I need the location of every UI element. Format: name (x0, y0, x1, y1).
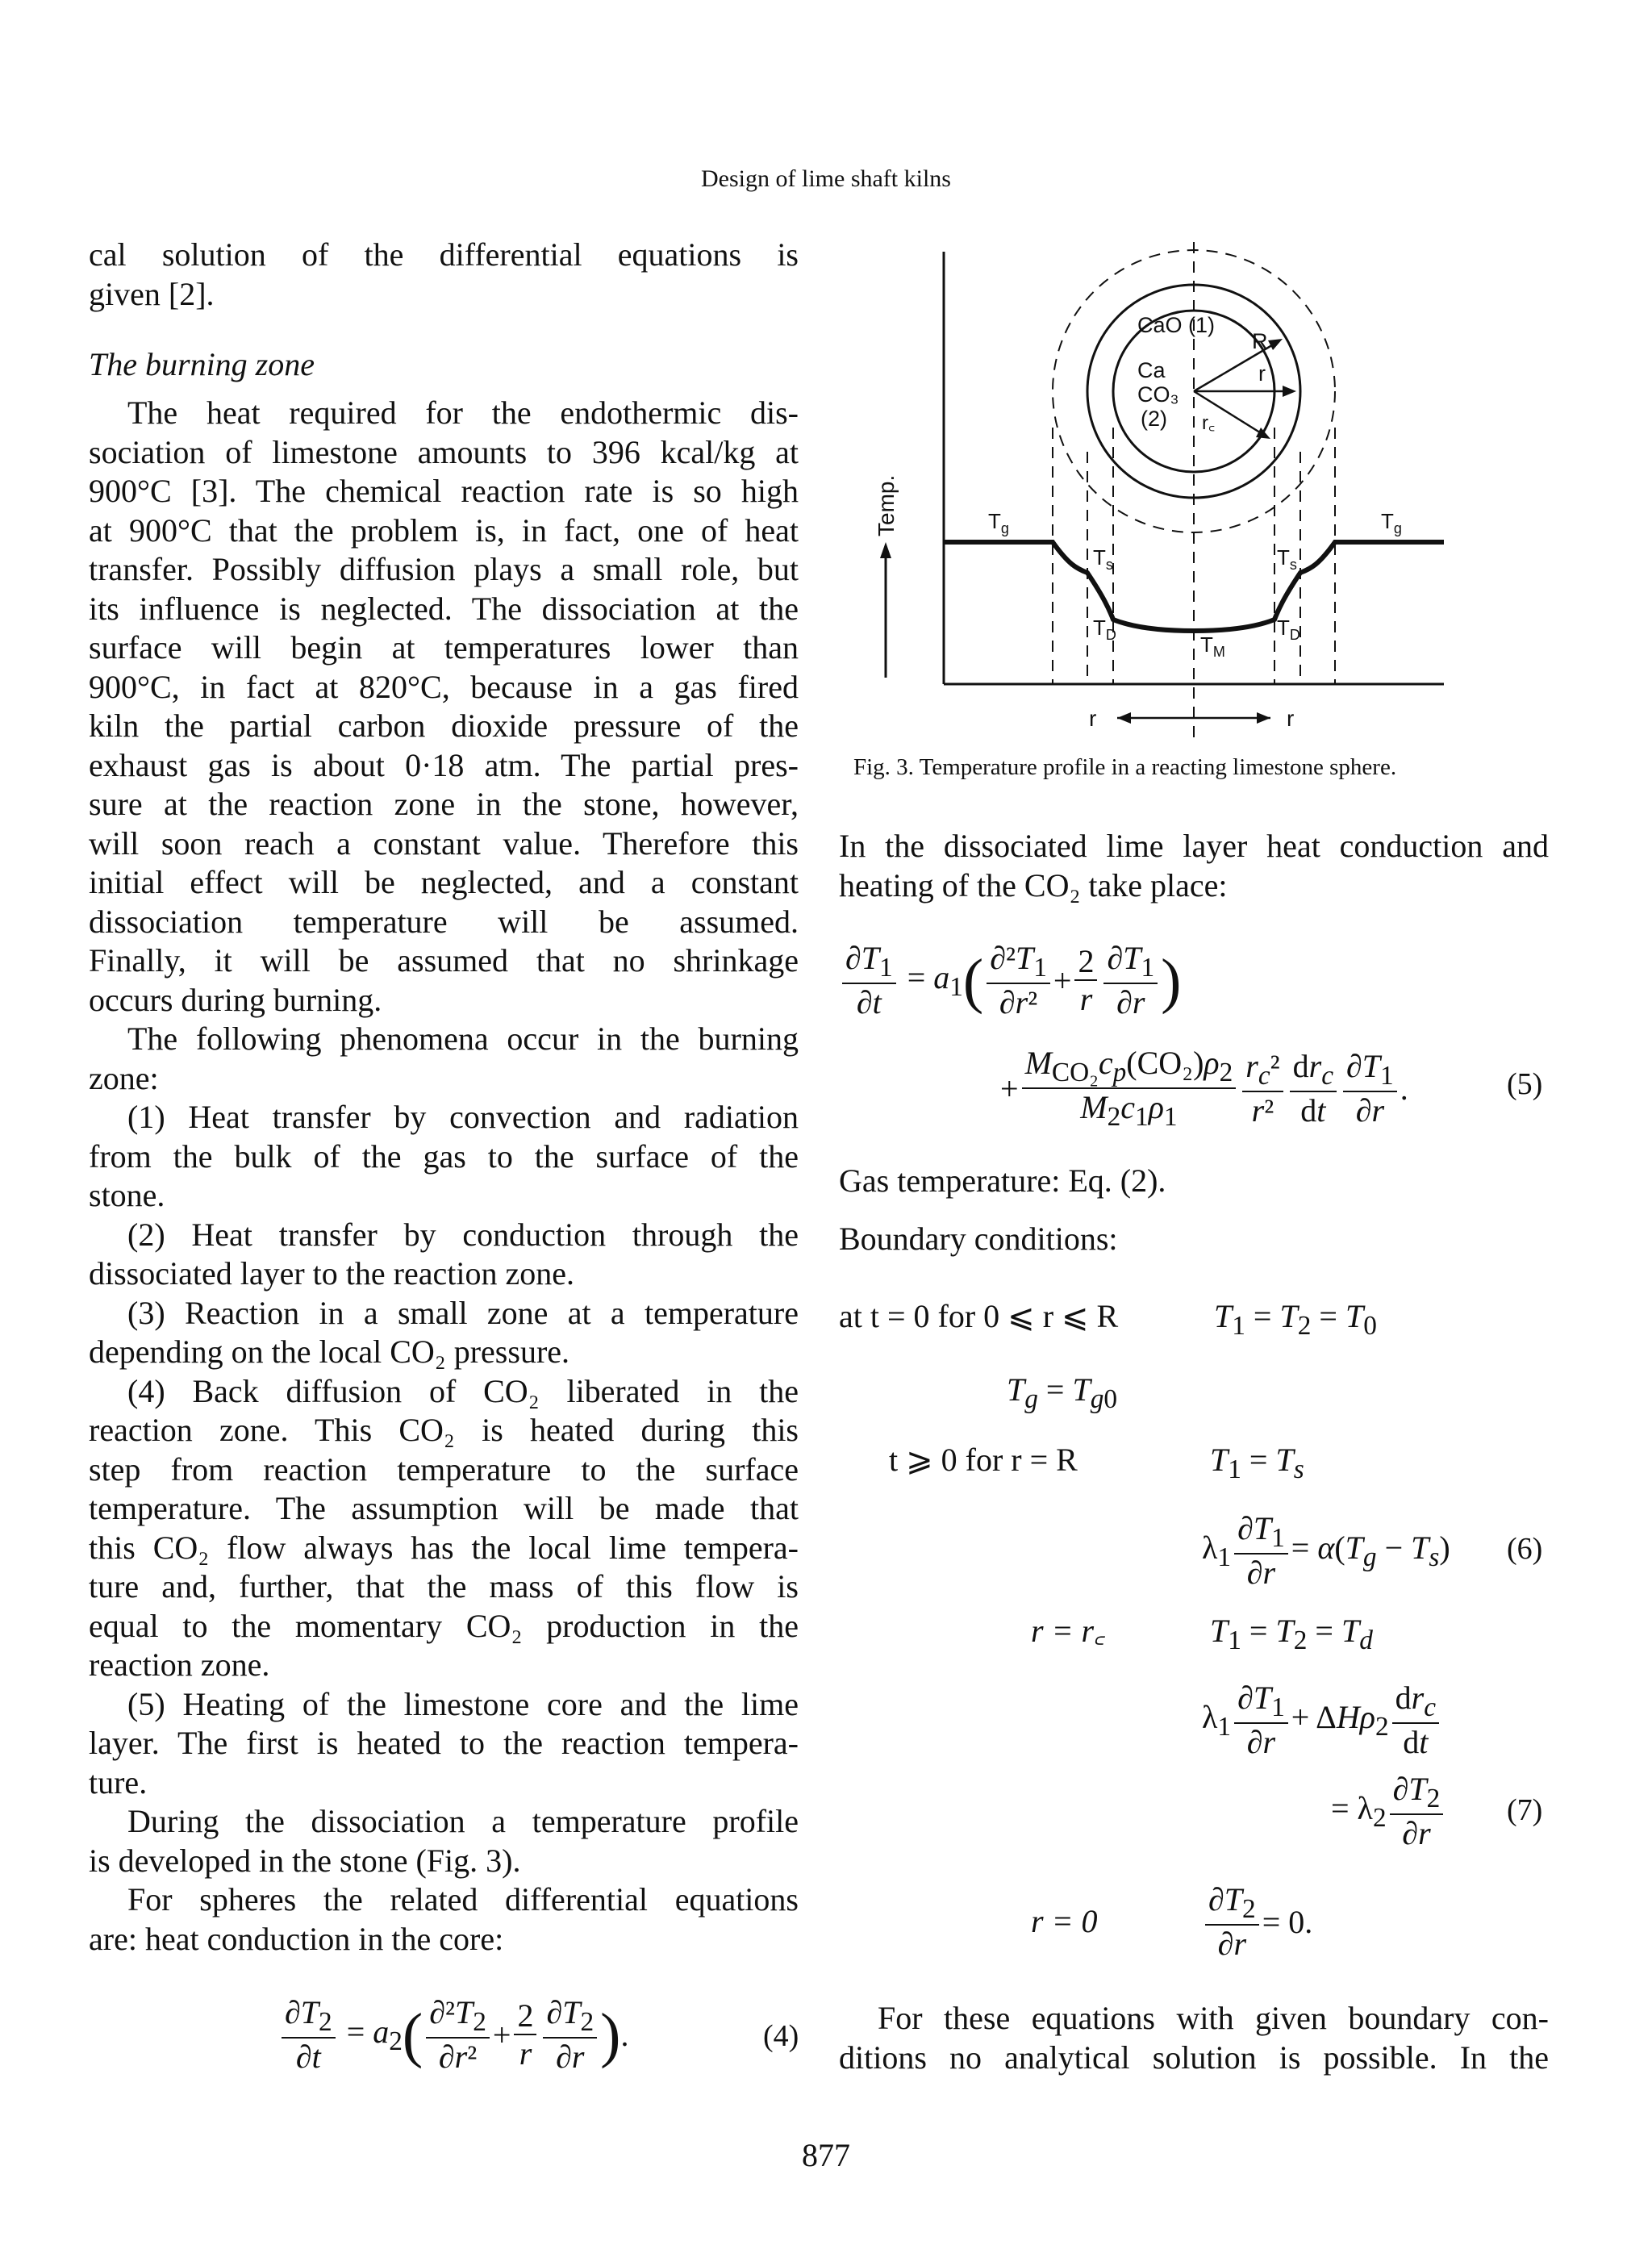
text-line: occurs during burning. (89, 981, 382, 1018)
boundary-conditions-label: Boundary conditions: (839, 1221, 1118, 1257)
text-line: For these equations with given boundary con- (878, 2000, 1549, 2036)
text-line: For spheres the related differential equations (127, 1881, 799, 1918)
label-tm: $T_M$ (1200, 632, 1225, 660)
equation-7-line1: $\lambda_1$ $\frac{\partial T_1}{\partial r}$ + ΔHρ$_2$ $\frac{dr_c}{dt}$ (1202, 1682, 1442, 1759)
equation-6: $\lambda_1$ $\frac{\partial T_1}{\partial r}$ = $\alpha(T_g - T_s)$ (1202, 1510, 1450, 1592)
equation-5-line1: $\frac{\partial T_1}{\partial t}$ = $a_1$ ( $\frac{\partial^2T_1}{\text{∂r²}}$ + $\frac{2}{r}$ $\frac{\partial T_1}{\partial r}$ ) (839, 942, 1181, 1019)
figure-caption: Fig. 3. Temperature profile in a reacting limestone sphere. (853, 754, 1397, 780)
bc-t0-values: $T_1 = T_2 = T_0$ (1214, 1298, 1377, 1341)
bc-r-rc: r = r꜀ (1031, 1613, 1105, 1649)
text-line: ditions no analytical solution is possible. In the (839, 2039, 1549, 2076)
text-line: reaction zone. (89, 1646, 270, 1683)
text-line: ture. (89, 1763, 148, 1801)
section-heading: The burning zone (89, 346, 315, 382)
label-td-right: $T_D$ (1277, 616, 1300, 643)
bc-tg-initial: $T_g = T_{g0}$ (1007, 1371, 1118, 1414)
equation-number: (6) (1507, 1532, 1543, 1566)
text-line: this CO₂ flow always has the local lime tempera- (89, 1529, 799, 1566)
text-line: Finally, it will be assumed that no shrinkage (89, 942, 799, 979)
bc-t-ge0: t ⩾ 0 for r = R (889, 1442, 1078, 1478)
text-line: temperature. The assumption will be made that (89, 1490, 799, 1526)
label-tg-left: $T_g$ (988, 509, 1009, 536)
figure-temperature-profile (847, 242, 1452, 750)
bc-rc-values: $T_1 = T_2 = T_d$ (1210, 1613, 1373, 1655)
text-line: initial effect will be neglected, and a constant (89, 864, 799, 900)
r-arrow-left (1117, 712, 1131, 724)
bc-surface-temperature: $T_1 = T_s$ (1210, 1442, 1304, 1484)
radius-r-arrow (1283, 386, 1296, 397)
text-line: 900°C [3]. The chemical reaction rate is so high (89, 473, 799, 509)
label-rc: r꜀ (1202, 412, 1216, 434)
label-ca: Ca (1137, 358, 1166, 382)
text-line: layer. The first is heated to the reaction tempera- (89, 1725, 799, 1761)
text-line: During the dissociation a temperature profile (127, 1803, 799, 1839)
equation-7-line2: = $\lambda_2$ $\frac{\partial T_2}{\partial r}$ (1331, 1773, 1446, 1850)
text-line: dissociated layer to the reaction zone. (89, 1255, 574, 1292)
text-line: The following phenomena occur in the burning (127, 1020, 799, 1057)
text-line: zone: (89, 1059, 159, 1096)
temp-arrow-head (880, 542, 891, 558)
bc-at-t0: at t = 0 for 0 ⩽ r ⩽ R (839, 1298, 1119, 1334)
equation-number: (7) (1507, 1793, 1543, 1827)
text-line: (1) Heat transfer by convection and radiation (127, 1099, 799, 1135)
label-R: R (1252, 329, 1268, 353)
text-line: step from reaction temperature to the surface (89, 1450, 799, 1488)
text-line: (2) Heat transfer by conduction through the (127, 1216, 799, 1253)
gas-temperature-text: Gas temperature: Eq. (2). (839, 1162, 1166, 1199)
text-line: are: heat conduction in the core: (89, 1920, 504, 1957)
paragraph-burning-zone (89, 394, 799, 1959)
text-line: given [2]. (89, 275, 215, 312)
text-line: depending on the local CO₂ pressure. (89, 1333, 570, 1370)
label-tg-right: $T_g$ (1381, 509, 1402, 536)
radius-R-arrow (1268, 339, 1283, 350)
running-header: Design of lime shaft kilns (701, 165, 951, 192)
text-line: heating of the CO₂ take place: (839, 866, 1228, 903)
text-line: its influence is neglected. The dissociation at the (89, 590, 799, 627)
text-line: will soon reach a constant value. Therefore this (89, 824, 799, 862)
text-line: from the bulk of the gas to the surface of the (89, 1137, 799, 1175)
label-ts-right: $T_s$ (1277, 545, 1297, 573)
label-cao: CaO (1) (1137, 313, 1216, 337)
text-line: (4) Back diffusion of CO₂ liberated in the (127, 1372, 799, 1409)
equation-number: (4) (763, 2019, 799, 2053)
text-line: In the dissociated lime layer heat conduction and (839, 828, 1549, 864)
left-intro (89, 236, 799, 314)
r-label-right: r (1287, 706, 1295, 731)
text-line: surface will begin at temperatures lower than (89, 629, 799, 666)
text-line: 900°C, in fact at 820°C, because in a gas fired (89, 668, 799, 705)
label-r: r (1258, 361, 1266, 386)
label-co3: CO₃ (1137, 382, 1179, 407)
text-line: The heat required for the endothermic dis- (127, 394, 799, 431)
label-ts-left: $T_s$ (1093, 545, 1113, 573)
text-line: at 900°C that the problem is, in fact, one of heat (89, 511, 799, 549)
text-line: transfer. Possibly diffusion plays a small role, but (89, 551, 799, 587)
text-line: sociation of limestone amounts to 396 kcal/kg at (89, 433, 799, 470)
text-line: ture and, further, that the mass of this flow is (89, 1568, 799, 1605)
bc-r0: r = 0 (1031, 1903, 1098, 1939)
text-line: is developed in the stone (Fig. 3). (89, 1842, 521, 1879)
label-two: (2) (1141, 407, 1167, 431)
equation-number: (5) (1507, 1067, 1543, 1101)
equation-4: $\frac{\partial T_2}{\partial t}$ = $a_2$ ( $\frac{\partial^2T_2}{\text{∂r²}}$ + $\frac{2}{r}$ $\frac{\partial T_2}{\partial r}$ ) . (278, 1997, 628, 2073)
temp-axis-label: Temp. (874, 474, 899, 536)
text-line: equal to the momentary CO₂ production in the (89, 1607, 799, 1644)
right-intro (839, 827, 1549, 905)
radius-rc-arrow (1256, 428, 1270, 439)
text-line: sure at the reaction zone in the stone, however, (89, 786, 799, 822)
r-arrow-right (1257, 712, 1270, 724)
text-line: cal solution of the differential equations is (89, 236, 799, 273)
r-label-left: r (1089, 706, 1097, 731)
closing-paragraph (839, 1999, 1549, 2077)
text-line: stone. (89, 1177, 165, 1213)
text-line: kiln the partial carbon dioxide pressure of the (89, 707, 799, 744)
text-line: reaction zone. This CO₂ is heated during this (89, 1412, 799, 1448)
text-line: exhaust gas is about 0·18 atm. The partial pres- (89, 746, 799, 783)
text-line: dissociation temperature will be assumed. (89, 903, 799, 940)
text-line: (5) Heating of the limestone core and the lime (127, 1685, 799, 1722)
bc-r0-equation: $\frac{\partial T_2}{\partial r}$ = 0. (1202, 1884, 1312, 1960)
label-td-left: $T_D$ (1093, 616, 1116, 643)
text-line: (3) Reaction in a small zone at a temperature (127, 1294, 799, 1331)
page-number: 877 (802, 2137, 850, 2173)
equation-5-line2: + $\frac{M_{CO_2}c_p(CO_2)\rho_2}{M_2c_1\rho_1}$ $\frac{r_c^2}{\text{r²}}$ $\frac{dr_c}{dt}$ $\frac{\partial T_1}{\partial r}$ . (1000, 1045, 1408, 1133)
